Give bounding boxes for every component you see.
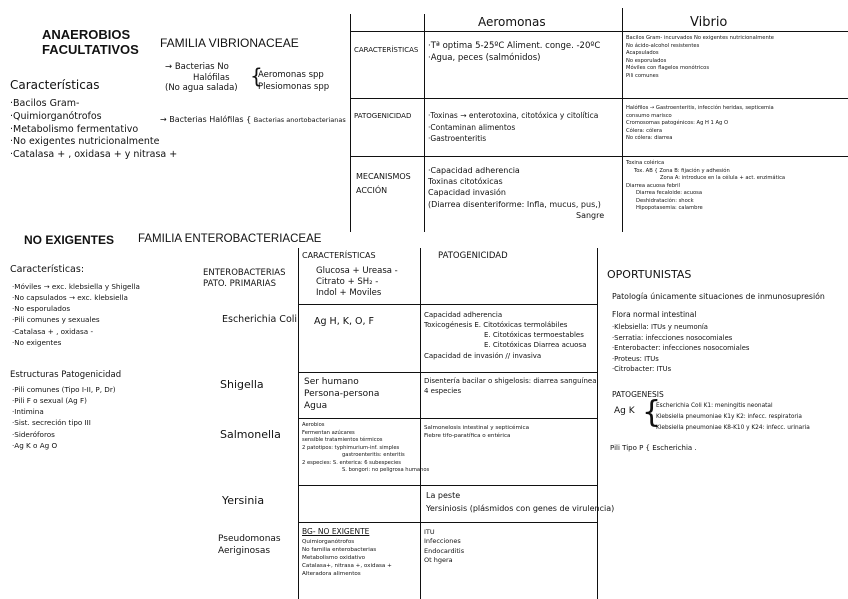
list-item: ·Pili comunes y sexuales xyxy=(12,315,100,325)
list-item: ·Quimiorganótrofos xyxy=(10,110,102,122)
heading-no-exigentes: NO EXIGENTES xyxy=(24,233,115,247)
list-item: ·Bacilos Gram- xyxy=(10,98,80,109)
caract-title-bottom: Características: xyxy=(10,264,85,275)
branch-halofilas: → Bacterias Halófilas { Bacterias anortobacterianas xyxy=(160,115,346,124)
branch1-results: Aeromonas spp Plesiomonas spp xyxy=(258,70,330,92)
list-item: ·Serratia: infecciones nosocomiales xyxy=(612,333,733,342)
oport-pili: Pili Tipo P { Escherichia . xyxy=(610,444,697,452)
vibrio-patogenicidad: Halófilos → Gastroenteritis, infección heridas, septicemia consumo marisco Cromosomas patogénicos: Ag H 1 Ag O Cólera: cólera No cólera: diarrea xyxy=(626,105,774,142)
row-name-shigella: Shigella xyxy=(220,378,264,391)
list-item: ·Klebsiella: ITUs y neumonía xyxy=(612,323,708,331)
list-item: ·Sideróforos xyxy=(12,429,55,439)
col-caracteristicas: CARACTERÍSTICAS xyxy=(302,251,376,260)
row-name-ecoli: Escherichia Coli xyxy=(222,314,298,325)
oport-agk-list: Escherichia Coli K1: meningitis neonatal Klebsiella pneumoniae K1y K2: infecc. respiratoria Klebsiella pneumoniae K8-K10 y K24: infecc. urinaria xyxy=(656,403,810,431)
col-patogenicidad: PATOGENICIDAD xyxy=(438,251,508,261)
col-aeromonas: Aeromonas xyxy=(478,15,546,29)
list-item: ·No capsulados → exc. klebsiella xyxy=(12,293,128,303)
row-pat-pseudomonas: ITU Infecciones Endocarditis Ot hgera xyxy=(424,528,465,565)
row-pat-salmonella: Salmonelosis intestinal y septicémica Fiebre tifo-paratífica o entérica xyxy=(424,425,529,440)
aero-caract: ·Tª optima 5-25ºC Aliment. conge. -20ºC ·Agua, peces (salmónidos) xyxy=(428,41,601,64)
caract-list-bottom xyxy=(12,281,140,348)
list-item: ·Ag K o Ag O xyxy=(12,440,58,450)
caract-title-top: Características xyxy=(10,78,100,92)
oport-pato-title: PATOGENESIS xyxy=(612,390,664,399)
list-item: ·Enterobacter: infecciones nosocomiales xyxy=(612,344,750,353)
heading-anaerobios: ANAEROBIOS FACULTATIVOS xyxy=(42,27,139,57)
list-item: ·No exigentes nutricionalmente xyxy=(10,136,160,148)
list-item: ·Sist. secreción tipo III xyxy=(12,418,91,428)
caract-list-top xyxy=(10,98,177,162)
col-vibrio: Vibrio xyxy=(690,15,728,30)
list-item: ·Proteus: ITUs xyxy=(612,354,659,363)
row-mecanismos-label: MECANISMOS ACCIÓN xyxy=(356,172,411,196)
aero-mecanismos: ·Capacidad adherencia Toxinas citotóxicas Capacidad invasión (Diarrea disenteriforme: Infla, mucus, pus,) Sangre xyxy=(428,166,605,220)
list-item: ·Citrobacter: ITUs xyxy=(612,365,672,374)
list-item: ·Móviles → exc. klebsiella y Shigella xyxy=(12,282,140,291)
list-item: ·Catalasa + , oxidasa - xyxy=(12,326,94,336)
row-name-salmonella: Salmonella xyxy=(220,428,281,441)
vibrio-caract: Bacilos Gram- incurvados No exigentes nutricionalmente No ácido-alcohol resistentes Acapsulados No esporulados Móviles con flagelos monótricos Pili comunes xyxy=(626,35,774,79)
oport-agk: Ag K xyxy=(614,406,635,416)
oportunistas-title: OPORTUNISTAS xyxy=(607,268,692,281)
struct-title: Estructuras Patogenicidad xyxy=(10,370,122,380)
oport-line1: Patología únicamente situaciones de inmunosupresión xyxy=(612,292,825,301)
row-car-salmonella: Aerobios Fermentan azúcares sensible tratamientos térmicos 2 patotipos: typhimurium-inf. simples gastroenteritis: enteritis 2 especies: S. enterica: 6 subespecies S. bongori: no peligrosa humanos xyxy=(302,422,430,474)
list-item: ·Intimina xyxy=(12,407,44,417)
oport-list xyxy=(612,322,749,375)
struct-list xyxy=(12,384,116,451)
row-pat-shigella: Disentería bacilar o shigelosis: diarrea sanguínea 4 especies xyxy=(424,377,597,396)
row-caracteristicas-label: CARACTERÍSTICAS xyxy=(354,46,419,54)
row-car-pseudomonas: BG- NO EXIGENTE Quimiorganótrofos No familia enterobacterias Metabolismo oxidativo Catalasa+, nitrasa +, oxidasa + Alteradora alimentos xyxy=(302,527,392,578)
row-car-ecoli: Ag H, K, O, F xyxy=(314,316,374,327)
row-car-shigella: Ser humano Persona-persona Agua xyxy=(304,377,380,412)
family-enterobacteriaceae: FAMILIA ENTEROBACTERIACEAE xyxy=(138,233,322,245)
oport-flora: Flora normal intestinal xyxy=(612,310,697,319)
entero-title: ENTEROBACTERIAS PATO. PRIMARIAS xyxy=(203,268,286,290)
list-item: ·Metabolismo fermentativo xyxy=(10,123,139,135)
list-item: ·No esporulados xyxy=(12,304,71,314)
row-name-yersinia: Yersinia xyxy=(222,494,265,507)
brace: { xyxy=(250,64,263,88)
list-item: ·Pili F o sexual (Ag F) xyxy=(12,396,87,406)
brace: { xyxy=(642,395,662,430)
list-item: ·No exigentes xyxy=(12,337,62,347)
list-item: ·Catalasa + , oxidasa + y nitrasa + xyxy=(10,149,178,161)
row-name-pseudomonas: Pseudomonas Aeriginosas xyxy=(218,534,281,556)
row-pat-ecoli: Capacidad adherencia Toxicogénesis E. Citotóxicas termolábiles E. Citotóxicas termoestables E. Citotóxicas Diarrea acuosa Capacidad de invasión // invasiva xyxy=(424,311,587,360)
col-caract-sub: Glucosa + Ureasa - Citrato + SH₂ - Indol + Moviles xyxy=(316,266,398,299)
branch-no-halofilas: → Bacterias No Halófilas (No agua salada) xyxy=(165,62,238,94)
aero-patogenicidad: ·Toxinas → enterotoxina, citotóxica y citolítica ·Contaminan alimentos ·Gastroenteritis xyxy=(428,111,599,144)
list-item: ·Pili comunes (Tipo I-II, P, Dr) xyxy=(12,385,116,394)
vibrio-mecanismos: Toxina colérica Tox. AB { Zona B: fijación y adhesión Zona A: introduce en la célula + act. enzimática Diarrea acuosa febril Diarrea fecaloide: acuosa Deshidratación: shock Hipopotasemia: calambre xyxy=(626,160,786,212)
family-vibrionaceae: FAMILIA VIBRIONACEAE xyxy=(160,36,299,50)
row-patogenicidad-label: PATOGENICIDAD xyxy=(354,112,412,120)
row-pat-yersinia: La peste Yersiniosis (plásmidos con genes de virulencia) xyxy=(426,491,615,513)
